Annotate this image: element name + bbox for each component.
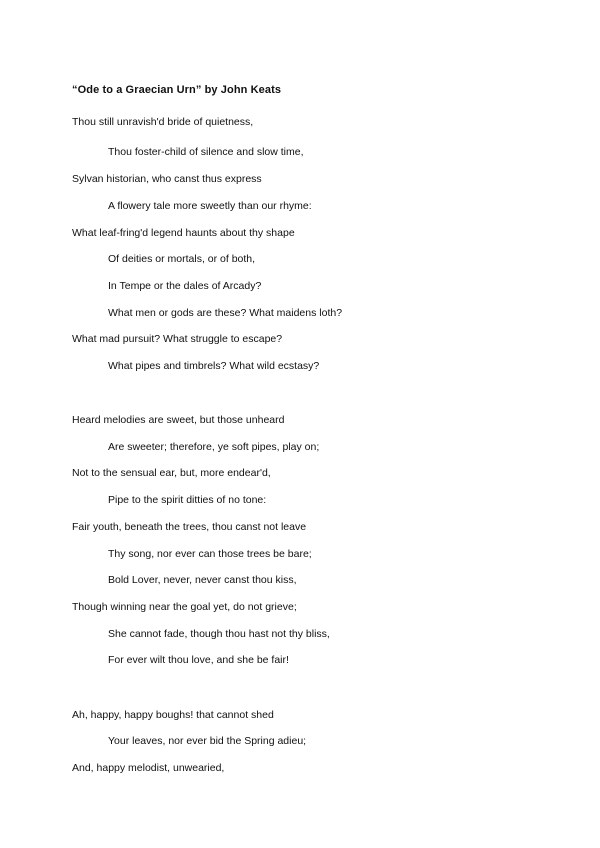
poem-line: Heard melodies are sweet, but those unheard: [72, 414, 285, 426]
poem-line: Your leaves, nor ever bid the Spring adieu;: [108, 735, 307, 747]
poem-line: Thou foster-child of silence and slow time,: [108, 146, 304, 158]
poem-line: Of deities or mortals, or of both,: [108, 253, 256, 265]
poem-line: For ever wilt thou love, and she be fair!: [108, 654, 289, 666]
poem-line: Sylvan historian, who canst thus express: [72, 173, 262, 185]
poem-line: What pipes and timbrels? What wild ecstasy?: [108, 360, 320, 372]
poem-line: Thou still unravish'd bride of quietness,: [72, 116, 254, 128]
poem-line: Not to the sensual ear, but, more endear'd,: [72, 467, 271, 479]
poem-line: Are sweeter; therefore, ye soft pipes, play on;: [108, 441, 320, 453]
poem-line: Thy song, nor ever can those trees be bare;: [108, 548, 312, 560]
poem-line: And, happy melodist, unwearied,: [72, 762, 225, 774]
poem-line: Bold Lover, never, never canst thou kiss,: [108, 574, 297, 586]
poem-line: She cannot fade, though thou hast not thy bliss,: [108, 628, 330, 640]
poem-line: Ah, happy, happy boughs! that cannot shed: [72, 709, 274, 721]
poem-line: What mad pursuit? What struggle to escape?: [72, 333, 283, 345]
poem-line: Fair youth, beneath the trees, thou canst not leave: [72, 521, 307, 533]
poem-line: What leaf-fring'd legend haunts about thy shape: [72, 227, 295, 239]
poem-line: A flowery tale more sweetly than our rhyme:: [108, 200, 312, 212]
poem-line: Pipe to the spirit ditties of no tone:: [108, 494, 267, 506]
poem-line: What men or gods are these? What maidens loth?: [108, 307, 343, 319]
poem-line: Though winning near the goal yet, do not grieve;: [72, 601, 297, 613]
poem-line: In Tempe or the dales of Arcady?: [108, 280, 262, 292]
poem-title: “Ode to a Graecian Urn” by John Keats: [72, 84, 282, 96]
